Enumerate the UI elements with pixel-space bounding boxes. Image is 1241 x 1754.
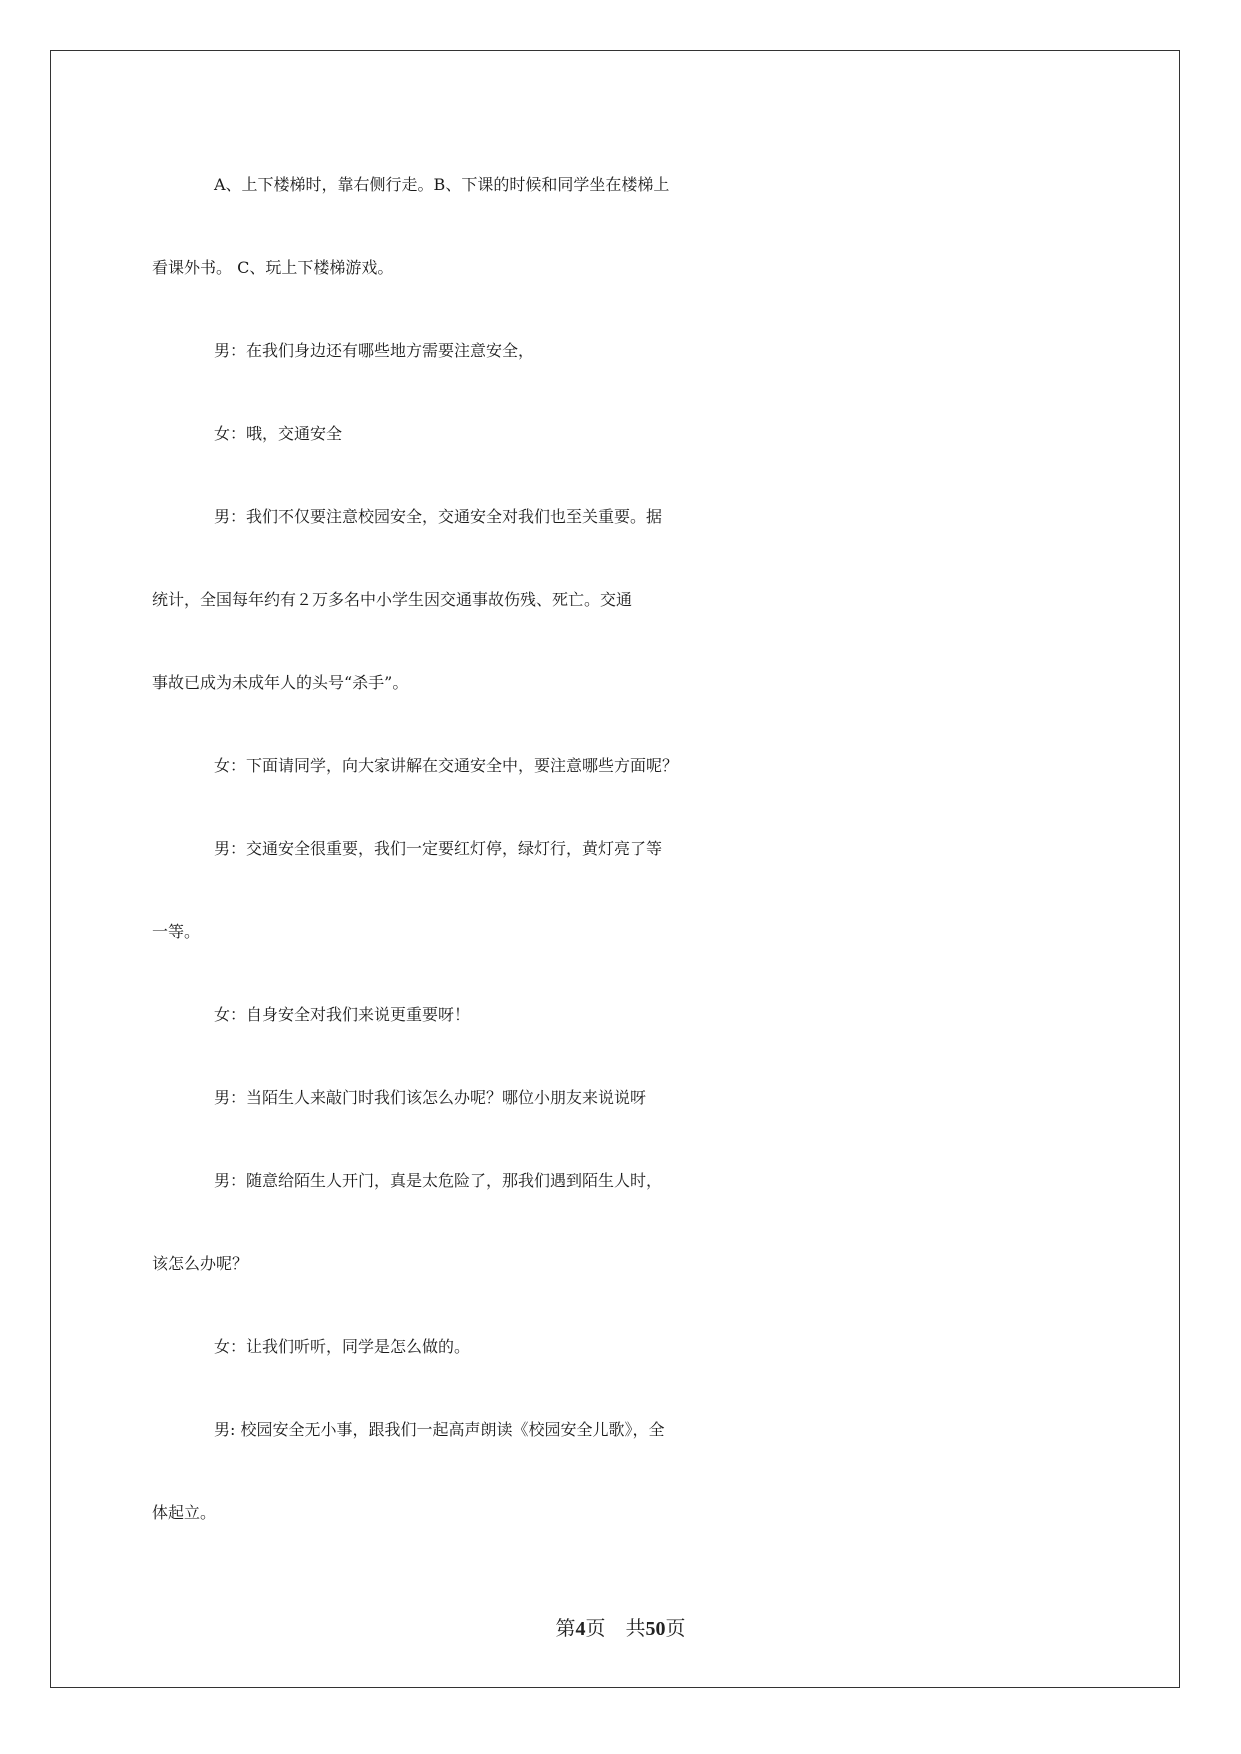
text-line: 男：当陌生人来敲门时我们该怎么办呢？哪位小朋友来说说呀 xyxy=(214,1088,647,1107)
footer-middle: 页 共 xyxy=(585,1618,646,1640)
text-line: 一等。 xyxy=(152,922,201,941)
text-line: 男：在我们身边还有哪些地方需要注意安全， xyxy=(214,341,535,360)
current-page-number: 4 xyxy=(575,1618,586,1640)
text-line: 该怎么办呢？ xyxy=(152,1254,249,1273)
text-line: 男：交通安全很重要，我们一定要红灯停，绿灯行，黄灯亮了等 xyxy=(214,839,663,858)
document-body xyxy=(152,160,1087,1571)
text-line: 事故已成为未成年人的头号“杀手”。 xyxy=(152,673,409,692)
text-line: A、上下楼梯时，靠右侧行走。B、下课的时候和同学坐在楼梯上 xyxy=(214,175,670,194)
total-page-count: 50 xyxy=(645,1618,666,1640)
text-line: 统计，全国每年约有２万多名中小学生因交通事故伤残、死亡。交通 xyxy=(152,590,633,609)
text-line: 男: 校园安全无小事，跟我们一起高声朗读《校园安全儿歌》，全 xyxy=(214,1420,665,1439)
text-line: 女：哦，交通安全 xyxy=(214,424,343,443)
text-line: 体起立。 xyxy=(152,1503,217,1522)
page-footer xyxy=(0,1612,1241,1641)
text-line: 男：随意给陌生人开门，真是太危险了，那我们遇到陌生人时， xyxy=(214,1171,663,1190)
text-line: 女：下面请同学，向大家讲解在交通安全中，要注意哪些方面呢？ xyxy=(214,756,679,775)
text-line: 女：让我们听听，同学是怎么做的。 xyxy=(214,1337,471,1356)
footer-suffix: 页 xyxy=(665,1618,686,1640)
text-line: 看课外书。 C、玩上下楼梯游戏。 xyxy=(152,258,394,277)
text-line: 男：我们不仅要注意校园安全，交通安全对我们也至关重要。据 xyxy=(214,507,663,526)
text-line: 女：自身安全对我们来说更重要呀！ xyxy=(214,1005,471,1024)
footer-prefix: 第 xyxy=(555,1618,576,1640)
